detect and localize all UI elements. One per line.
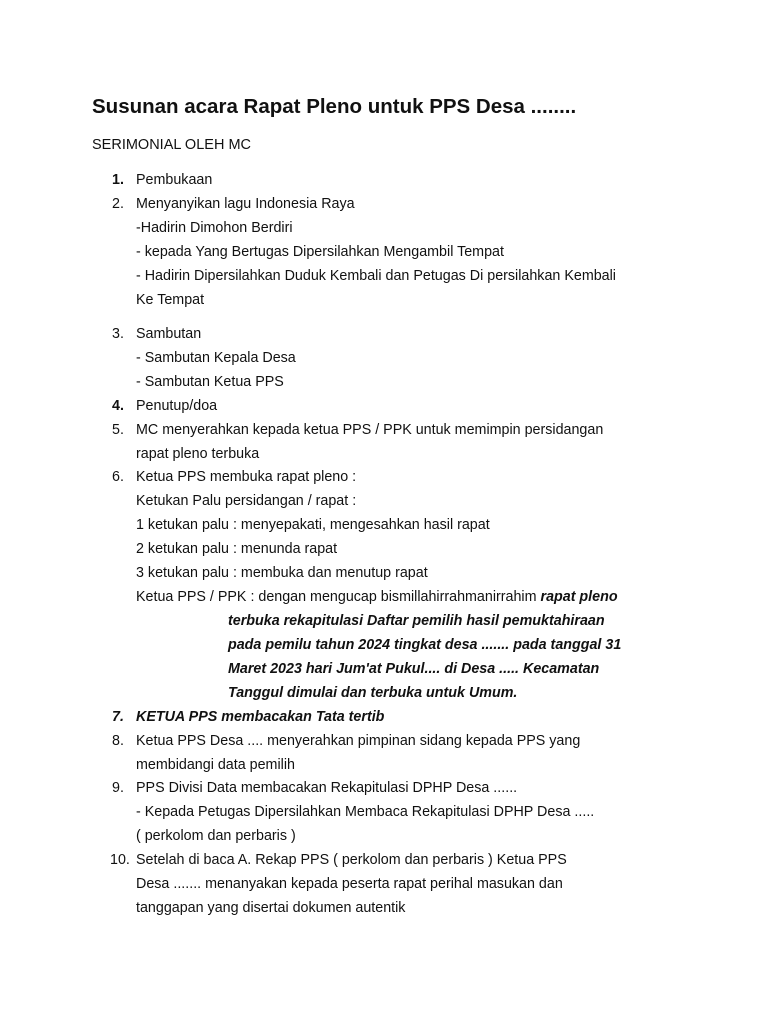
list-item-line: MC menyerahkan kepada ketua PPS / PPK untuk memimpin persidangan (136, 422, 604, 438)
item-number: 9. (112, 780, 124, 796)
item-number: 1. (112, 172, 124, 188)
list-item-line: Penutup/doa (136, 398, 218, 414)
list-item-line: tanggapan yang disertai dokumen autentik (136, 900, 406, 916)
statement-bold: pada pemilu tahun 2024 tingkat desa ....... pada tanggal 31 (228, 637, 622, 653)
list-item-line: Ketua PPS Desa .... menyerahkan pimpinan sidang kepada PPS yang (136, 733, 581, 749)
item-number: 3. (112, 326, 124, 342)
list-item-line: KETUA PPS membacakan Tata tertib (136, 709, 385, 725)
list-item-line: Sambutan (136, 326, 202, 342)
statement-bold: rapat pleno (540, 589, 618, 605)
statement-bold: Maret 2023 hari Jum'at Pukul.... di Desa ..... Kecamatan (228, 661, 600, 677)
item-number: 5. (112, 422, 124, 438)
list-item-line: - kepada Yang Bertugas Dipersilahkan Mengambil Tempat (136, 244, 504, 260)
list-item-line: 3 ketukan palu : membuka dan menutup rapat (136, 565, 428, 581)
list-item-line: - Kepada Petugas Dipersilahkan Membaca Rekapitulasi DPHP Desa ..... (136, 804, 595, 820)
statement-prefix: Ketua PPS / PPK : dengan mengucap bismillahirrahmanirrahim (136, 589, 541, 605)
list-item-line: Pembukaan (136, 172, 213, 188)
statement-line (136, 588, 618, 606)
list-item-line: membidangi data pemilih (136, 757, 295, 773)
list-item-line: Ketukan Palu persidangan / rapat : (136, 493, 357, 509)
list-item-line: 1 ketukan palu : menyepakati, mengesahkan hasil rapat (136, 517, 490, 533)
item-number: 4. (112, 398, 124, 414)
list-item-line: -Hadirin Dimohon Berdiri (136, 220, 293, 236)
list-item-line: rapat pleno terbuka (136, 446, 260, 462)
list-item-line: Menyanyikan lagu Indonesia Raya (136, 196, 355, 212)
document-title: Susunan acara Rapat Pleno untuk PPS Desa ........ (92, 95, 577, 118)
document-subtitle: SERIMONIAL OLEH MC (92, 137, 251, 153)
item-number: 7. (112, 709, 124, 725)
list-item-line: Setelah di baca A. Rekap PPS ( perkolom dan perbaris ) Ketua PPS (136, 852, 567, 868)
list-item-line: - Sambutan Ketua PPS (136, 374, 284, 390)
statement-bold: Tanggul dimulai dan terbuka untuk Umum. (228, 685, 518, 701)
list-item-line: - Sambutan Kepala Desa (136, 350, 296, 366)
list-item-line: Ketua PPS membuka rapat pleno : (136, 469, 357, 485)
list-item-line: 2 ketukan palu : menunda rapat (136, 541, 338, 557)
list-item-line: - Hadirin Dipersilahkan Duduk Kembali dan Petugas Di persilahkan Kembali (136, 268, 616, 284)
list-item-line: ( perkolom dan perbaris ) (136, 828, 296, 844)
item-number: 2. (112, 196, 124, 212)
list-item-line: Desa ....... menanyakan kepada peserta rapat perihal masukan dan (136, 876, 563, 892)
item-number: 10. (110, 852, 130, 868)
list-item-line: PPS Divisi Data membacakan Rekapitulasi DPHP Desa ...... (136, 780, 518, 796)
item-number: 6. (112, 469, 124, 485)
statement-bold: terbuka rekapitulasi Daftar pemilih hasil pemuktahiraan (228, 613, 605, 629)
list-item-line: Ke Tempat (136, 292, 205, 308)
item-number: 8. (112, 733, 124, 749)
